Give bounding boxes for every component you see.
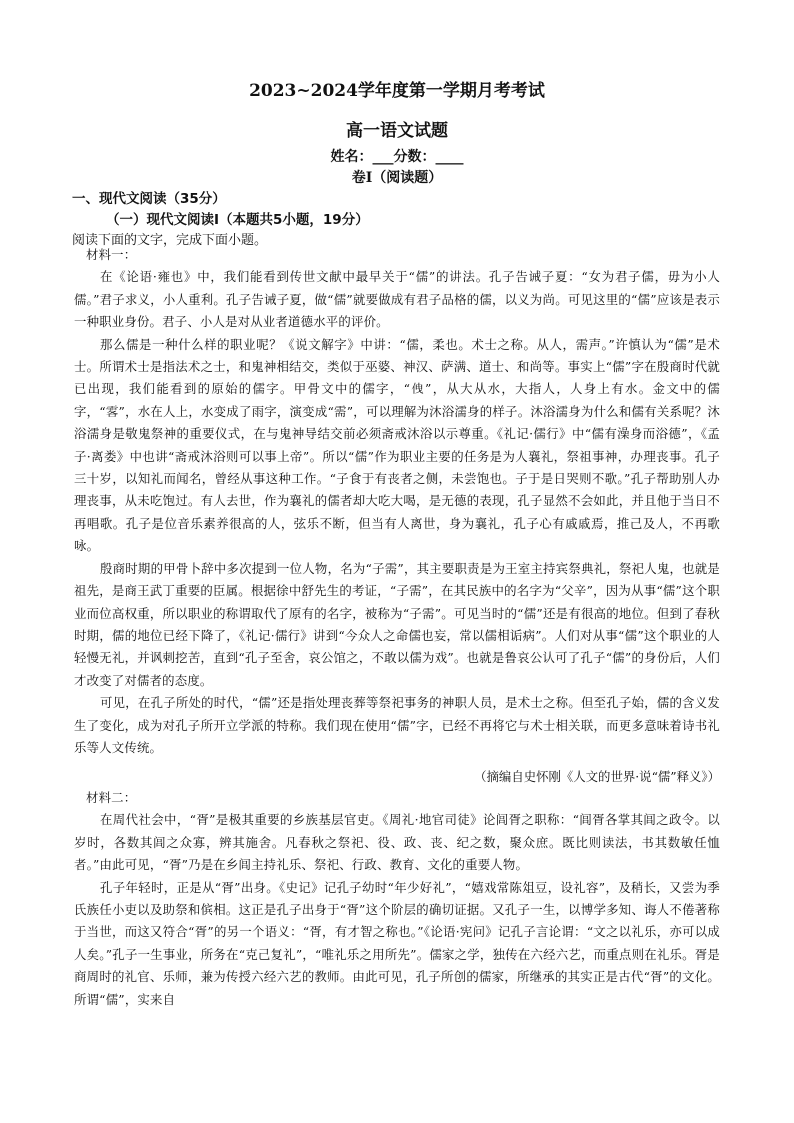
- paragraph: 那么儒是一种什么样的职业呢？《说文解字》中讲：“儒，柔也。术士之称。从人，需声。”许慎认为“儒”是术士。所谓术士是指法术之士，和鬼神相结交，类似于巫婆、神汉、萨满、道士、和尚等。事实上“儒”字在殷商时代就已出现，我们能看到的原始的儒字。甲骨文中的儒字，“𠈐”，从大从水，大指人，人身上有水。金文中的儒字，“𩂣”，水在人上，水变成了雨字，演变成“需”，可以理解为沐浴濡身的样子。沐浴濡身为什么和儒有关系呢？沐浴濡身是敬鬼祭神的重要仪式，在与鬼神导结交前必须斋戒沐浴以示尊重。《礼记·儒行》中“儒有澡身而浴德”，《孟子·离娄》中也讲“斋戒沐浴则可以事上帝”。所以“儒”作为职业主要的任务是为人襄礼，祭祖事神，办理丧事。孔子三十岁，以知礼而闻名，曾经从事这种工作。“子食于有丧者之侧，未尝饱也。子于是日哭则不歌。”孔子帮助别人办理丧事，从未吃饱过。有人去世，作为襄礼的儒者却大吃大喝，是无德的表现，孔子显然不会如此，并且他于当日不再唱歌。孔子是位音乐素养很高的人，弦乐不断，但当有人离世，身为襄礼，孔子心有戚戚焉，推己及人，不再歌咏。: [74, 336, 720, 554]
- exam-title: 2023~2024学年度第一学期月考考试: [249, 81, 545, 101]
- material-two-label: 材料二：: [86, 790, 137, 805]
- subject-title: 高一语文试题: [346, 121, 448, 141]
- paragraph: 在周代社会中，“胥”是极其重要的乡族基层官吏。《周礼·地官司徒》论闾胥之职称：“闾胥各掌其闾之政令。以岁时，各数其闾之众寡，辨其施舍。凡春秋之祭祀、役、政、丧、纪之数，聚众庶。既比则读法，书其数敏任恤者。”由此可见，“胥”乃是在乡闾主持礼乐、祭祀、行政、教育、文化的重要人物。: [74, 812, 720, 873]
- reading-instruction: 阅读下面的文字，完成下面小题。: [72, 233, 268, 248]
- paragraph: 殷商时期的甲骨卜辞中多次提到一位人物，名为“子需”，其主要职责是为王室主持宾祭典礼，祭祀人鬼，也就是祖先，是商王武丁重要的臣属。根据徐中舒先生的考证，“子需”，在其民族中的名字为“父辛”，因为从事“儒”这个职业而位高权重，所以职业的称谓取代了原有的名字，被称为“子需”。可见当时的“儒”还是有很高的地位。但到了春秋时期，儒的地位已经下降了，《礼记·儒行》讲到“今众人之命儒也妄，常以儒相诟病”。人们对从事“儒”这个职业的人轻慢无礼，并讽刺挖苦，直到“孔子至舍，哀公馆之，不敢以儒为戏”。也就是鲁哀公认可了孔子“儒”的身份后，人们才改变了对儒者的态度。: [74, 560, 720, 688]
- section-subheading: （一）现代文阅读Ⅰ（本题共5小题，19分）: [106, 212, 369, 228]
- paragraph: 孔子年轻时，正是从“胥”出身。《史记》记孔子幼时“年少好礼”，“嬉戏常陈俎豆，设礼容”，及稍长，又尝为季氏族任小吏以及助祭和傧相。这正是孔子出身于“胥”这个阶层的确切证据。又孔子一生，以博学多知、诲人不倦著称于当世，而这又符合“胥”的另一个语义：“胥，有才智之称也。”《论语·宪问》记孔子言论谓：“文之以礼乐，亦可以成人矣。”孔子一生事业，所务在“克己复礼”，“唯礼乐之用所先”。儒家之学，独传在六经六艺，而重点则在礼乐。胥是商周时的礼官、乐师，兼为传授六经六艺的教师。由此可见，孔子所创的儒家，所继承的其实正是古代“胥”的文化。所谓“儒”，实来自: [74, 879, 720, 1007]
- section-heading: 一、现代文阅读（35分）: [72, 191, 226, 207]
- material-one-label: 材料一：: [86, 247, 137, 262]
- material-two: [74, 787, 720, 1011]
- paragraph: 可见，在孔子所处的时代，“儒”还是指处理丧葬等祭祀事务的神职人员，是术士之称。但至孔子始，儒的含义发生了变化，成为对孔子所开立学派的特称。我们现在使用“儒”字，已经不再将它与术士相关联，而更多意味着诗书礼乐等人文传统。: [74, 695, 720, 755]
- paragraph: 在《论语·雍也》中，我们能看到传世文献中最早关于“儒”的讲法。孔子告诫子夏：“女为君子儒，毋为小人儒。”君子求义，小人重利。孔子告诫子夏，做“儒”就要做成有君子品格的儒，以义为尚。可见这里的“儒”应该是表示一种职业身份。君子、小人是对从业者道德水平的评价。: [74, 269, 720, 330]
- name-score-line: 姓名：___分数：____: [330, 149, 464, 165]
- volume-title: 卷Ⅰ（阅读题）: [351, 170, 443, 186]
- material-one-source: （摘编自史怀刚《人文的世界·说“儒”释义》）: [474, 769, 720, 784]
- material-one: [74, 244, 720, 759]
